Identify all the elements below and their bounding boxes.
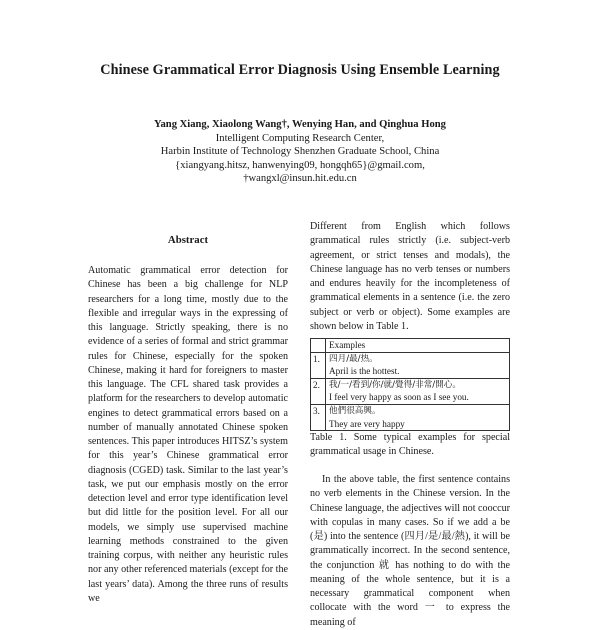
table-header: Examples — [326, 339, 510, 353]
row-number: 2. — [311, 378, 326, 404]
author-names: Yang Xiang, Xiaolong Wang†, Wenying Han, and Qinghua Hong — [154, 119, 446, 130]
examples-table — [310, 338, 510, 431]
example-english: They are very happy — [329, 418, 405, 429]
abstract-text: Automatic grammatical error detection for Chinese has been a big challenge for NLP researchers for a long time, mostly due to the flexible and irregular ways in the expressing of this language. Strictly speaking, there is no evidence of a series of formal and strict grammar rules for Chinese, especially for the spoken Chinese, making it hard for foreigners to master this language. The CFL shared task provides a platform for the researchers to develop automatic engines to detect grammatical errors based on a number of manually annotated Chinese spoken sentences. This paper introduces HITSZ’s system for this year’s Chinese grammatical error diagnosis (CGED) task. Similar to the last year’s task, we put our emphasis mostly on the error detection level and error type identification level but did little for the position level. For all our models, we simply use supervised machine learning methods constrained to the given training corpus, with neither any heuristic rules nor any other referenced materials (except for the last years’ data). Among the three runs of results we — [88, 265, 288, 604]
example-chinese: 四月/最/热。 — [329, 353, 378, 364]
example-chinese: 我/一/看到/你/就/覺得/非常/開心。 — [329, 379, 461, 390]
table-header-row — [311, 339, 510, 353]
row-number: 3. — [311, 404, 326, 430]
table-row — [311, 378, 510, 404]
table-row — [311, 352, 510, 378]
table-caption: Table 1. Some typical examples for special grammatical usage in Chinese. — [310, 432, 510, 457]
example-english: April is the hottest. — [329, 366, 400, 377]
paper-title: Chinese Grammatical Error Diagnosis Using Ensemble Learning — [100, 62, 500, 78]
affiliation: Intelligent Computing Research Center, — [215, 132, 385, 144]
example-english: I feel very happy as soon as I see you. — [329, 392, 469, 403]
table-row — [311, 404, 510, 430]
abstract-heading: Abstract — [167, 234, 209, 246]
author-email-dagger: †wangxl@insun.hit.edu.cn — [243, 173, 357, 185]
row-number: 1. — [311, 352, 326, 378]
example-chinese: 他們很高興。 — [329, 405, 381, 416]
intro-paragraph: Different from English which follows grammatical rules strictly (i.e. subject-verb agreement, or strict tenses and modals), the Chinese language has no verb tenses or numbers and endures heavily for the incompleteness of grammatical elements in a sentence (i.e. the zero subject or verb or object). Some examples are shown below in Table 1. — [310, 221, 510, 332]
author-block — [0, 118, 600, 186]
institute: Harbin Institute of Technology Shenzhen Graduate School, China — [160, 146, 440, 158]
author-emails: {xiangyang.hitsz, hanwenying09, hongqh65}@gmail.com, — [175, 159, 425, 171]
discussion-paragraph: In the above table, the first sentence contains no verb elements in the Chinese version. In the Chinese language, the adjectives will not cooccur with copulas in many cases. So if we add a be (是) into the sentence (四月/是/最/熱), it will be grammatically incorrect. In the second sentence, the conjunction 就 has nothing to do with the meaning of the whole sentence, but it is a necessary grammatical component when collocate with the word 一 to express the meaning of — [310, 474, 510, 628]
